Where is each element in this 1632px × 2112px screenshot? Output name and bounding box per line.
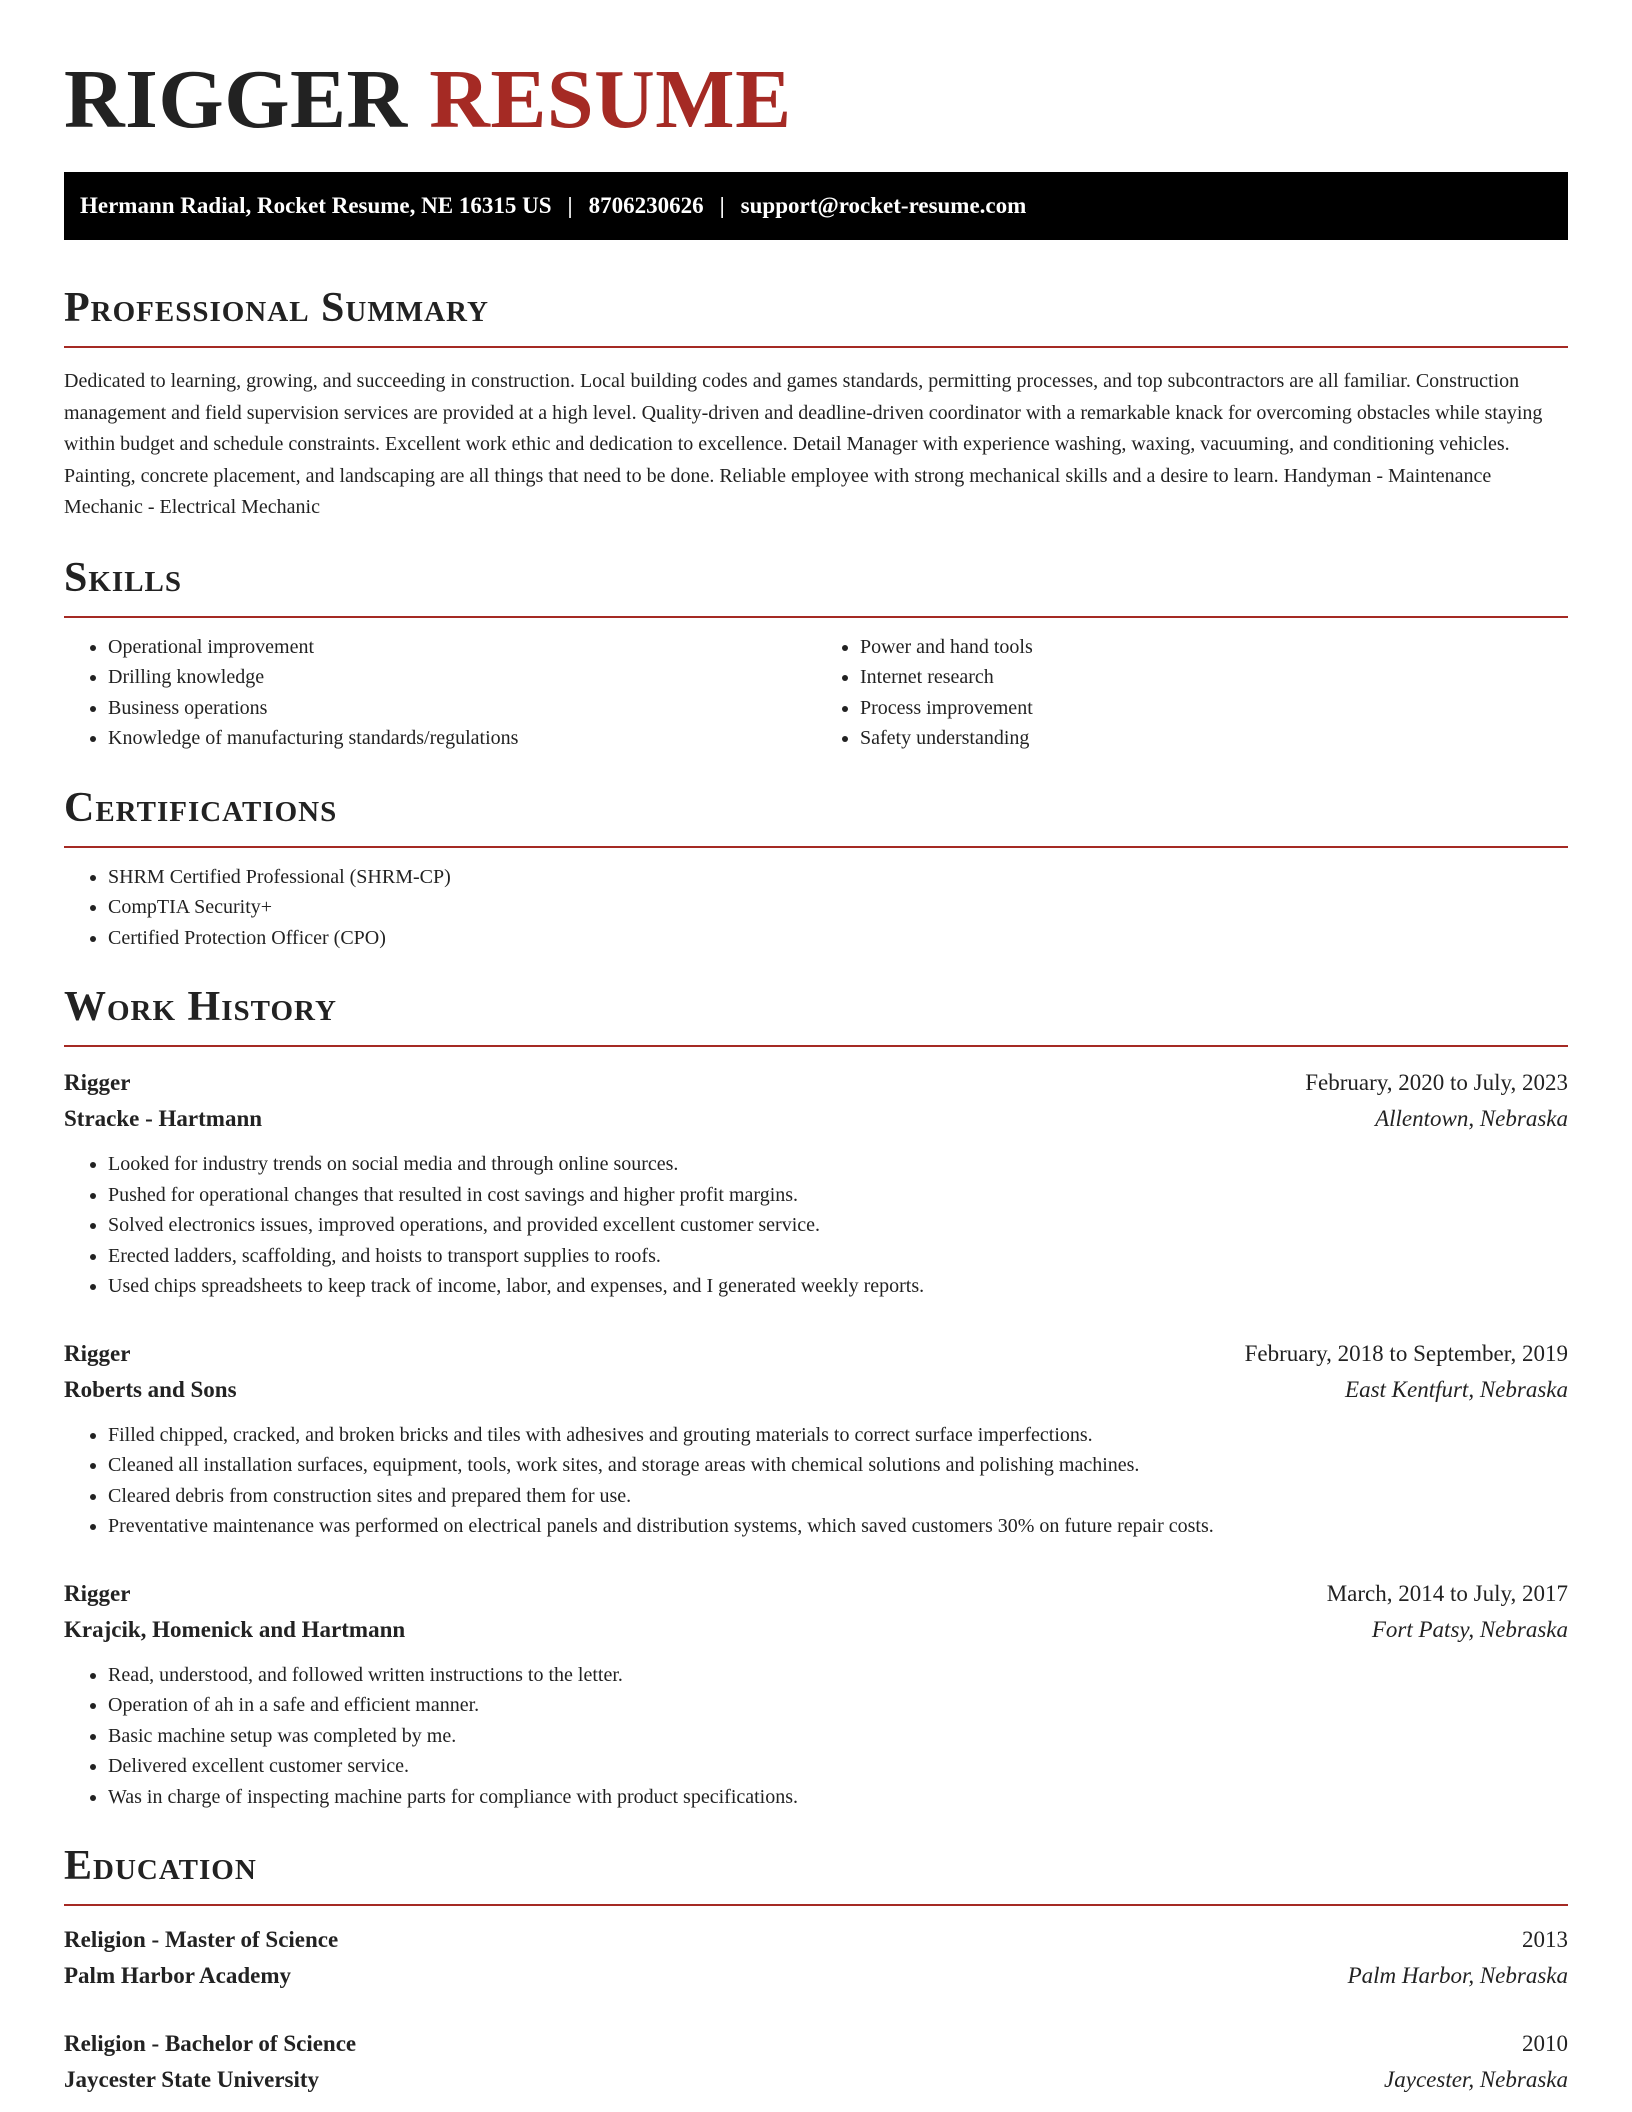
job-entry: [64, 1065, 1568, 1302]
job-duty: • Cleared debris from construction sites and prepared them for use.: [108, 1481, 1568, 1512]
resume-title: [64, 0, 1568, 146]
skill-item: • Process improvement: [860, 693, 1568, 724]
job-duty: • Read, understood, and followed written instructions to the letter.: [108, 1660, 1568, 1691]
contact-address: Hermann Radial, Rocket Resume, NE 16315 US: [80, 193, 552, 218]
job-duty: • Cleaned all installation surfaces, equipment, tools, work sites, and storage areas with chemical solutions and polishing machines.: [108, 1450, 1568, 1481]
education-year: 2013: [1522, 1927, 1568, 1952]
job-duty: • Looked for industry trends on social media and through online sources.: [108, 1149, 1568, 1180]
skill-item: • Safety understanding: [860, 723, 1568, 754]
education-school: Jaycester State University: [64, 2067, 320, 2092]
certification-item: • SHRM Certified Professional (SHRM-CP): [108, 862, 1568, 893]
section-professional-summary: [64, 284, 1568, 524]
job-location: Allentown, Nebraska: [1375, 1106, 1568, 1131]
job-entry: [64, 1576, 1568, 1813]
skill-item: • Power and hand tools: [860, 632, 1568, 663]
skill-item: • Knowledge of manufacturing standards/regulations: [108, 723, 816, 754]
skill-item: • Business operations: [108, 693, 816, 724]
job-dates: March, 2014 to July, 2017: [1326, 1580, 1568, 1606]
section-certifications: [64, 784, 1568, 954]
education-school-row: [64, 2062, 1568, 2098]
contact-bar: [64, 172, 1568, 240]
section-heading-education: Education: [64, 1843, 257, 1889]
contact-email: support@rocket-resume.com: [740, 193, 1027, 218]
job-company-row: [64, 1101, 1568, 1137]
job-duties-list: [64, 1149, 1568, 1302]
contact-phone: 8706230626: [588, 193, 704, 218]
section-divider: [64, 1045, 1568, 1047]
section-skills: [64, 554, 1568, 754]
certification-item: • Certified Protection Officer (CPO): [108, 923, 1568, 954]
job-duty: • Filled chipped, cracked, and broken bricks and tiles with adhesives and grouting materials to correct surface imperfections.: [108, 1420, 1568, 1451]
skill-item: • Operational improvement: [108, 632, 816, 663]
job-duties-list: [64, 1660, 1568, 1813]
skill-item: • Internet research: [860, 662, 1568, 693]
job-company: Stracke - Hartmann: [64, 1106, 263, 1131]
job-title: Rigger: [64, 1340, 131, 1366]
job-header-row: [64, 1576, 1568, 1612]
certifications-list: [64, 862, 1568, 954]
job-dates: February, 2018 to September, 2019: [1244, 1340, 1568, 1366]
job-duties-list: [64, 1420, 1568, 1542]
section-heading-skills: Skills: [64, 554, 183, 601]
education-year: 2010: [1522, 2031, 1568, 2056]
job-duty: • Used chips spreadsheets to keep track of income, labor, and expenses, and I generated weekly reports.: [108, 1271, 1568, 1302]
section-work-history: [64, 983, 1568, 1812]
education-location: Jaycester, Nebraska: [1384, 2067, 1568, 2092]
education-entry: [64, 1922, 1568, 1994]
title-word-resume: RESUME: [429, 53, 792, 146]
job-dates: February, 2020 to July, 2023: [1305, 1070, 1568, 1095]
contact-separator: |: [719, 193, 725, 218]
contact-separator: |: [567, 193, 573, 218]
education-school-row: [64, 1958, 1568, 1994]
education-header-row: [64, 2026, 1568, 2062]
education-location: Palm Harbor, Nebraska: [1347, 1963, 1568, 1988]
job-company-row: [64, 1372, 1568, 1408]
job-company-row: [64, 1612, 1568, 1648]
education-entry: [64, 2026, 1568, 2098]
summary-text: Dedicated to learning, growing, and succeeding in construction. Local building codes and games standards, permitting processes, and top subcontractors are all familiar. Construction management and field supervision services are provided at a high level. Quality-driven and deadline-driven coordinator with a remarkable knack for overcoming obstacles while staying within budget and schedule constraints. Excellent work ethic and dedication to excellence. Detail Manager with experience washing, waxing, vacuuming, and conditioning vehicles. Painting, concrete placement, and landscaping are all things that need to be done. Reliable employee with strong mechanical skills and a desire to learn. Handyman - Maintenance Mechanic - Electrical Mechanic: [64, 370, 1543, 518]
skills-grid: [64, 618, 1568, 754]
job-duty: • Was in charge of inspecting machine parts for compliance with product specifications.: [108, 1782, 1568, 1813]
section-heading-summary: Professional Summary: [64, 285, 489, 331]
job-duty: • Preventative maintenance was performed on electrical panels and distribution systems, which saved customers 30% on future repair costs.: [108, 1511, 1568, 1542]
job-duty: • Operation of ah in a safe and efficient manner.: [108, 1690, 1568, 1721]
skills-list-left: [64, 632, 816, 754]
job-title: Rigger: [64, 1070, 131, 1095]
skills-list-right: [816, 632, 1568, 754]
job-header-row: [64, 1336, 1568, 1372]
education-degree: Religion - Bachelor of Science: [64, 2031, 357, 2056]
job-duty: • Pushed for operational changes that resulted in cost savings and higher profit margins.: [108, 1180, 1568, 1211]
education-school: Palm Harbor Academy: [64, 1963, 291, 1988]
job-header-row: [64, 1065, 1568, 1101]
certification-item: • CompTIA Security+: [108, 892, 1568, 923]
job-duty: • Solved electronics issues, improved operations, and provided excellent customer service.: [108, 1210, 1568, 1241]
section-heading-work-history: Work History: [64, 984, 337, 1030]
section-heading-certifications: Certifications: [64, 784, 338, 831]
job-company: Roberts and Sons: [64, 1376, 237, 1402]
job-duty: • Delivered excellent customer service.: [108, 1751, 1568, 1782]
job-title: Rigger: [64, 1580, 131, 1606]
title-word-rigger: RIGGER: [64, 53, 408, 146]
job-entry: [64, 1336, 1568, 1542]
job-duty: • Erected ladders, scaffolding, and hoists to transport supplies to roofs.: [108, 1241, 1568, 1272]
section-divider: [64, 846, 1568, 848]
job-company: Krajcik, Homenick and Hartmann: [64, 1616, 406, 1642]
job-location: Fort Patsy, Nebraska: [1371, 1616, 1568, 1642]
education-degree: Religion - Master of Science: [64, 1927, 339, 1952]
job-duty: • Basic machine setup was completed by me.: [108, 1721, 1568, 1752]
section-divider: [64, 1904, 1568, 1906]
section-divider: [64, 346, 1568, 348]
section-education: [64, 1842, 1568, 2098]
job-location: East Kentfurt, Nebraska: [1345, 1376, 1568, 1402]
skill-item: • Drilling knowledge: [108, 662, 816, 693]
education-header-row: [64, 1922, 1568, 1958]
